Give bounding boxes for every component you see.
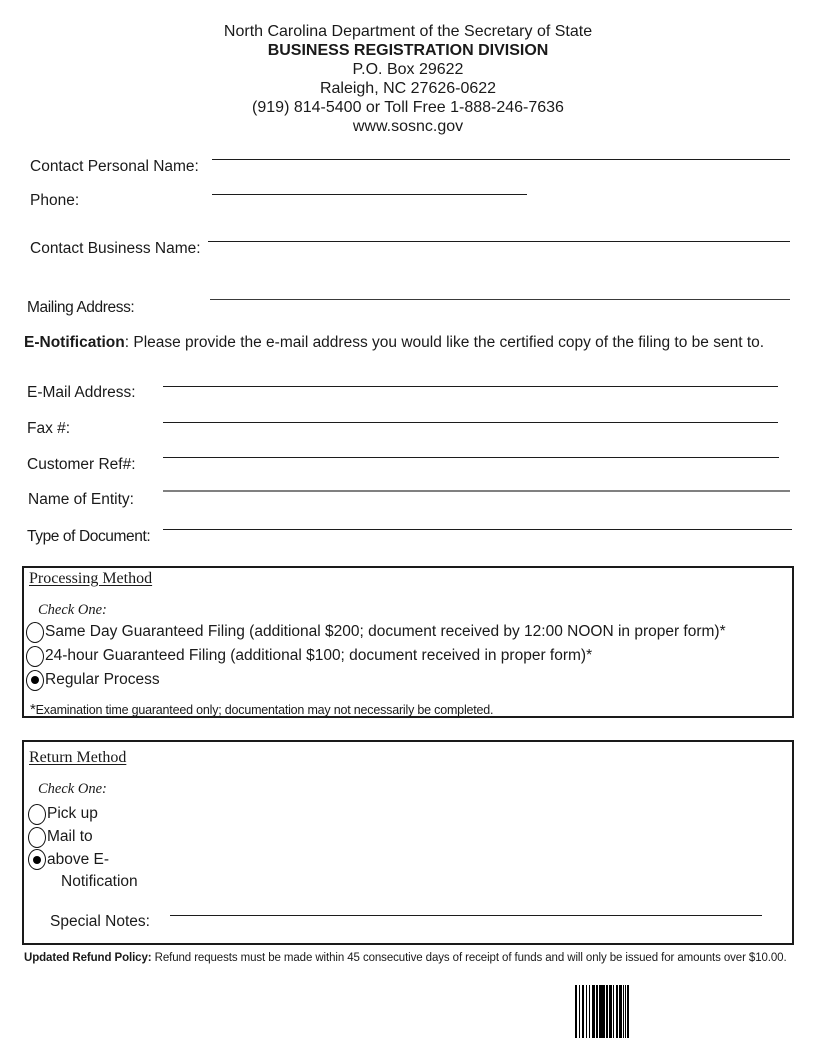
pick-up-label: Pick up (47, 805, 98, 822)
option-pick-up[interactable] (28, 803, 98, 825)
agency-name: North Carolina Department of the Secretary of State (223, 23, 593, 40)
e-notification-label: E-Notification (24, 334, 125, 351)
e-notification-note (24, 334, 809, 352)
mail-to-label: Mail to (47, 828, 93, 845)
type-of-document-input[interactable] (163, 529, 792, 530)
24-hour-label: 24-hour Guaranteed Filing (additional $100; document received in proper form)* (45, 647, 593, 664)
mailing-address-input[interactable] (210, 299, 790, 300)
e-notification-text: : Please provide the e-mail address you would like the certified copy of the filing to be sent to. (124, 334, 765, 351)
name-of-entity-label: Name of Entity: (28, 491, 134, 508)
phone-numbers: (919) 814-5400 or Toll Free 1-888-246-7636 (252, 99, 564, 116)
same-day-radio[interactable] (26, 622, 44, 643)
phone-label: Phone: (30, 192, 80, 209)
e-notification-radio[interactable] (28, 849, 46, 870)
regular-process-label: Regular Process (45, 671, 160, 688)
email-address-label: E-Mail Address: (27, 384, 136, 401)
customer-ref-input[interactable] (163, 457, 779, 458)
phone-input[interactable] (212, 194, 527, 195)
website: www.sosnc.gov (352, 118, 464, 135)
contact-business-name-label: Contact Business Name: (30, 240, 201, 257)
footnote-asterisk: * (30, 701, 36, 718)
customer-ref-label: Customer Ref#: (27, 456, 136, 473)
option-mail-to[interactable] (28, 826, 93, 848)
mailing-address-label: Mailing Address: (27, 299, 135, 316)
mail-to-radio[interactable] (28, 827, 46, 848)
special-notes-label: Special Notes: (50, 913, 150, 930)
processing-method-section (22, 566, 794, 718)
refund-policy-text: Refund requests must be made within 45 consecutive days of receipt of funds and will only be issued for amounts over $10.00. (151, 952, 787, 964)
barcode-image (575, 985, 629, 1038)
processing-method-title: Processing Method (29, 570, 153, 587)
fax-label: Fax #: (27, 420, 71, 437)
24-hour-radio[interactable] (26, 646, 44, 667)
agency-header (0, 22, 816, 136)
fax-input[interactable] (163, 422, 778, 423)
pick-up-radio[interactable] (28, 804, 46, 825)
special-notes-input[interactable] (170, 915, 762, 916)
option-same-day-filing[interactable] (26, 621, 726, 643)
processing-check-one-label: Check One: (38, 602, 107, 618)
e-notification-option-label: above E-Notification (47, 851, 138, 890)
option-regular-process[interactable] (26, 669, 160, 691)
contact-personal-name-input[interactable] (212, 159, 790, 160)
po-box: P.O. Box 29622 (352, 61, 464, 78)
contact-business-name-input[interactable] (208, 241, 790, 242)
return-check-one-label: Check One: (38, 781, 107, 797)
return-method-title: Return Method (29, 749, 127, 766)
type-of-document-label: Type of Document: (27, 528, 151, 545)
city-state-zip: Raleigh, NC 27626-0622 (319, 80, 497, 97)
same-day-label: Same Day Guaranteed Filing (additional $200; document received by 12:00 NOON in proper form)* (45, 623, 726, 640)
division-name: BUSINESS REGISTRATION DIVISION (267, 42, 549, 59)
name-of-entity-input[interactable] (163, 490, 790, 492)
refund-policy-note (24, 952, 804, 964)
option-24-hour-filing[interactable] (26, 645, 592, 667)
examination-footnote: *Examination time guaranteed only; documentation may not necessarily be completed. (30, 701, 494, 718)
refund-policy-label: Updated Refund Policy: (24, 952, 152, 964)
return-method-section (22, 740, 794, 945)
option-above-e-notification[interactable] (28, 849, 165, 893)
regular-process-radio[interactable] (26, 670, 44, 691)
email-address-input[interactable] (163, 386, 778, 387)
contact-personal-name-label: Contact Personal Name: (30, 158, 199, 175)
